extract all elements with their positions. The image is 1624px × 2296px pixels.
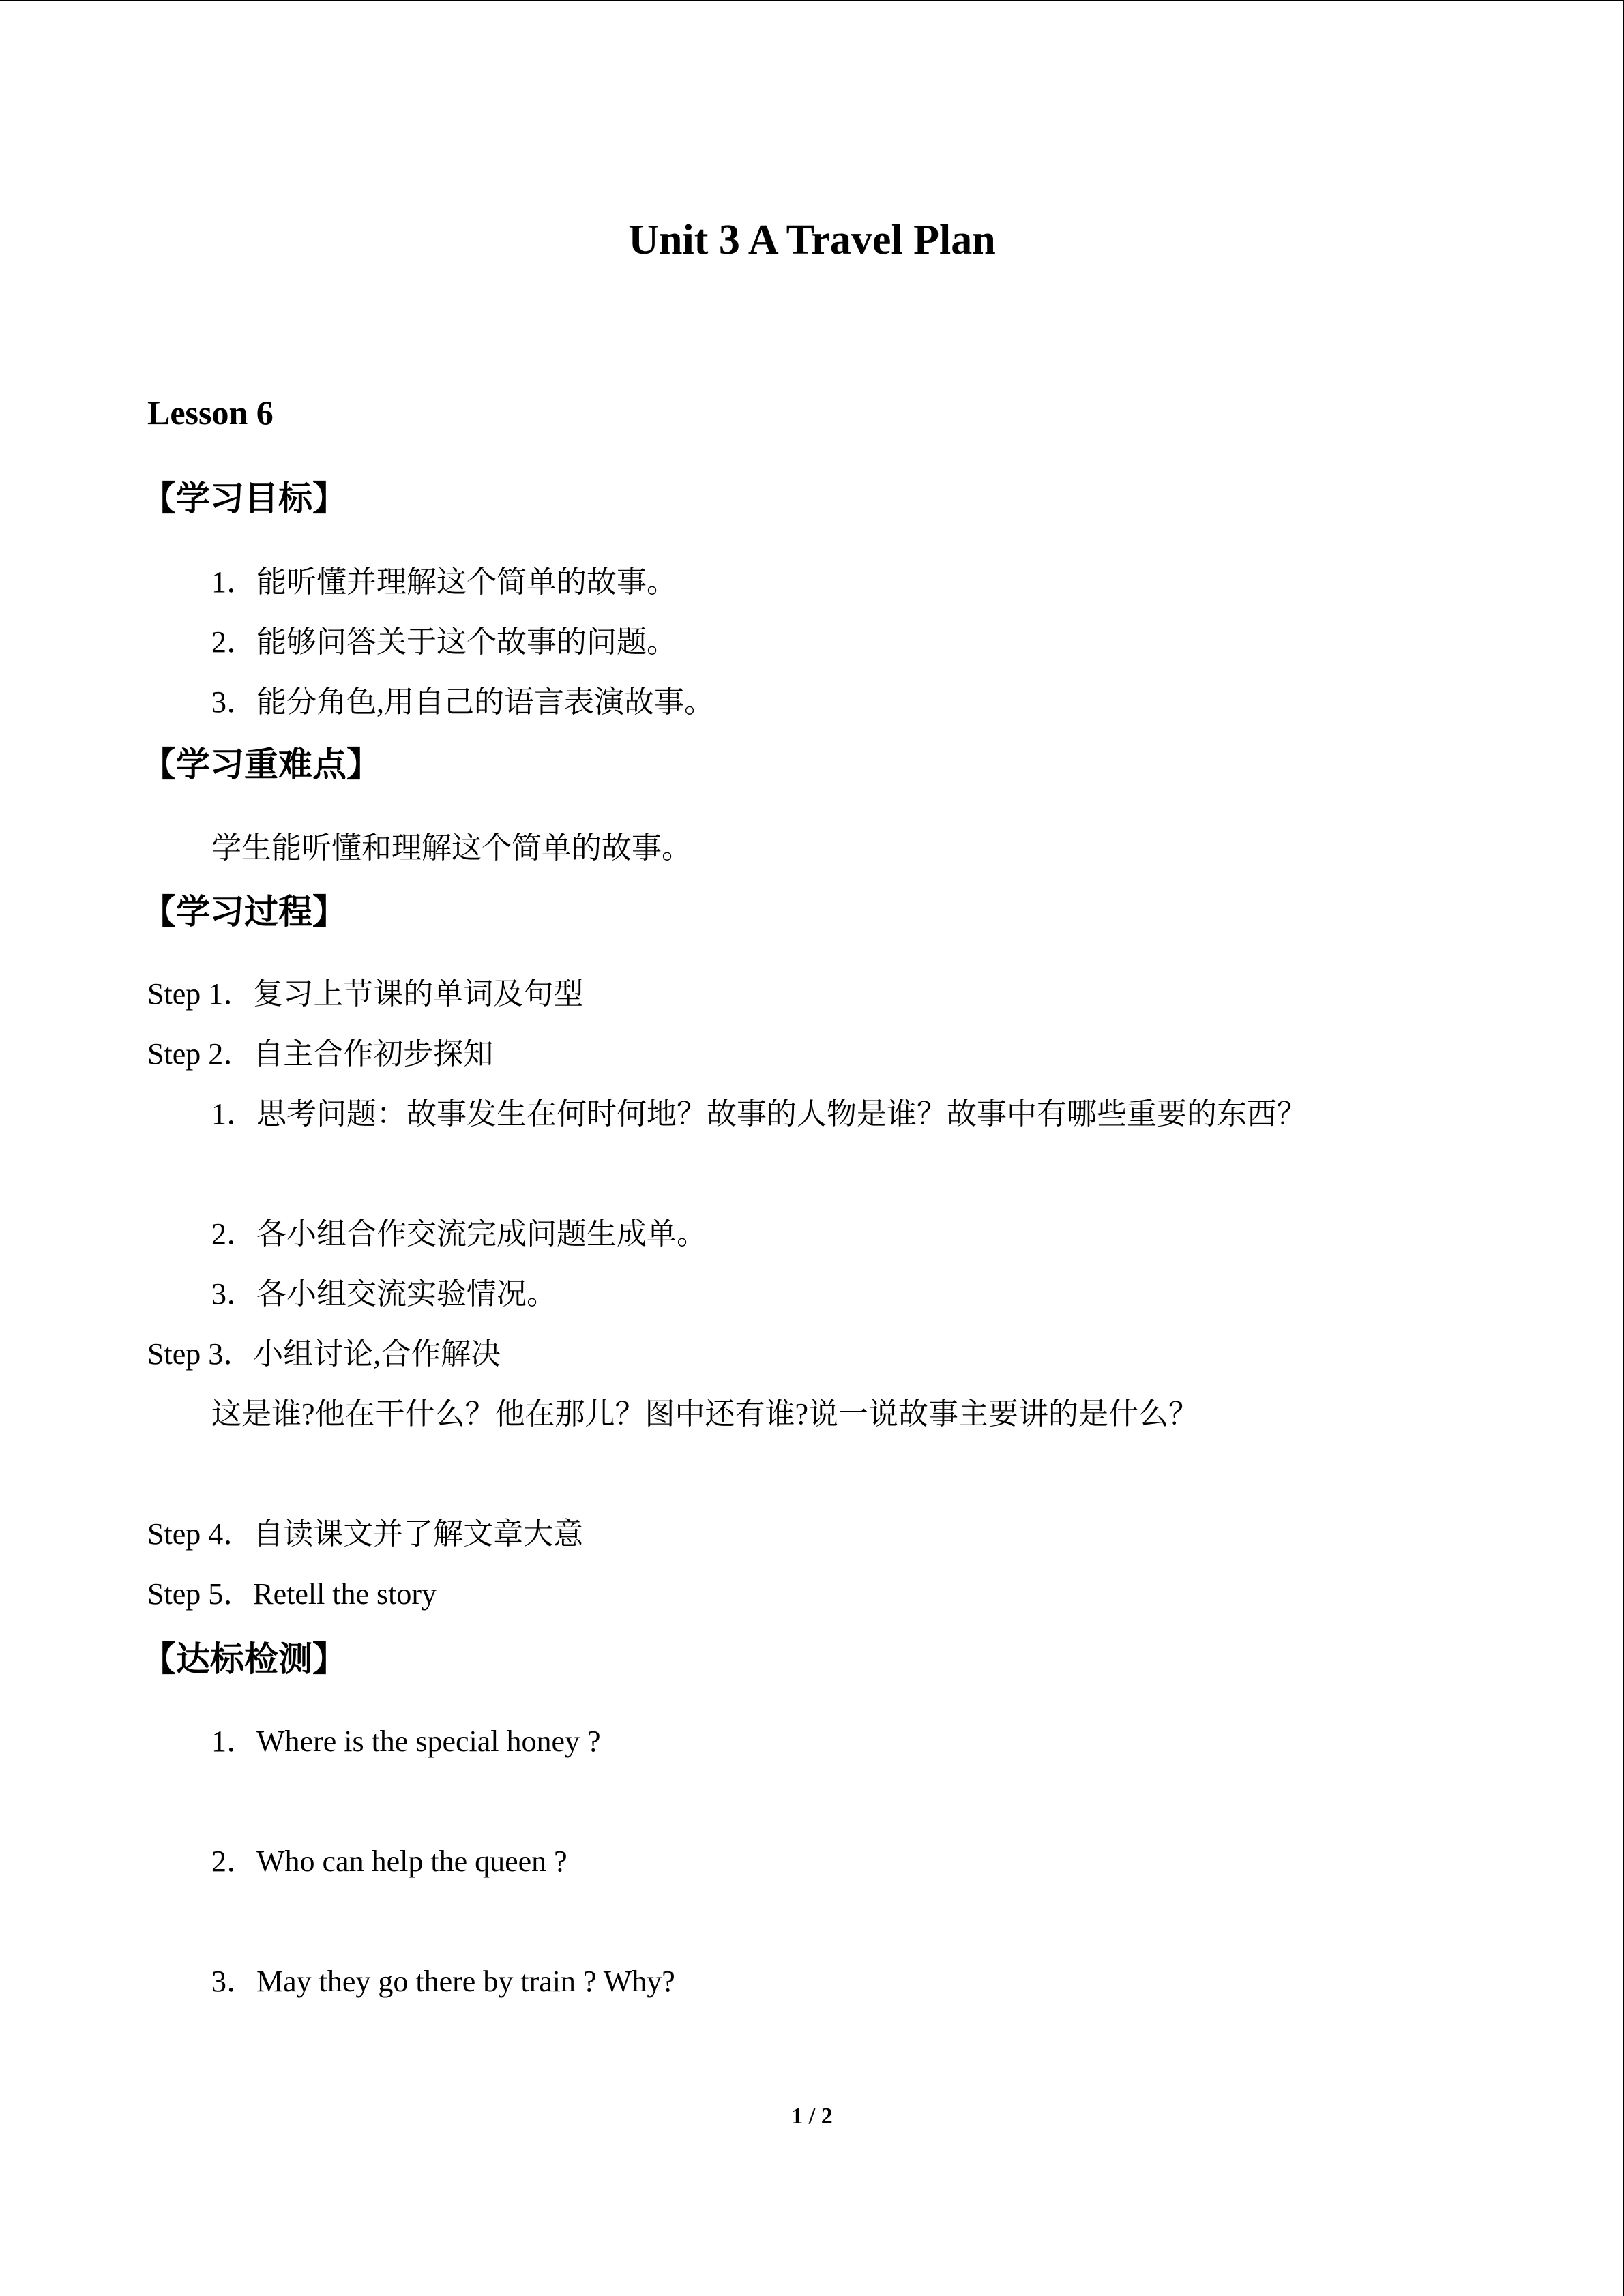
objectives-heading: 【学习目标】 [142, 479, 346, 518]
key-points-text: 学生能听懂和理解这个简单的故事。 [211, 831, 692, 865]
objective-item-1: 1．能听懂并理解这个简单的故事。 [211, 565, 677, 599]
step-1: Step 1．复习上节课的单词及句型 [147, 977, 584, 1011]
step-5: Step 5．Retell the story [147, 1577, 437, 1611]
step-3: Step 3．小组讨论,合作解决 [147, 1337, 501, 1371]
step-4: Step 4．自读课文并了解文章大意 [147, 1517, 584, 1551]
step-2-item-2: 2．各小组合作交流完成问题生成单。 [211, 1217, 707, 1251]
assessment-heading: 【达标检测】 [142, 1639, 346, 1679]
objective-item-3: 3．能分角色,用自己的语言表演故事。 [211, 685, 714, 719]
step-2-item-1: 1．思考问题：故事发生在何时何地？故事的人物是谁？故事中有哪些重要的东西？ [211, 1097, 1307, 1131]
page-number: 1 / 2 [791, 2104, 833, 2129]
step-3-text: 这是谁?他在干什么？他在那儿？图中还有谁?说一说故事主要讲的是什么？ [211, 1397, 1199, 1431]
step-2-item-3: 3．各小组交流实验情况。 [211, 1277, 557, 1311]
objective-item-2: 2．能够问答关于这个故事的问题。 [211, 625, 677, 659]
lesson-heading: Lesson 6 [147, 393, 274, 432]
assessment-question-1: 1．Where is the special honey ? [211, 1725, 601, 1758]
assessment-question-3: 3．May they go there by train ? Why? [211, 1965, 675, 1998]
document-title: Unit 3 A Travel Plan [628, 217, 996, 263]
assessment-question-2: 2．Who can help the queen ? [211, 1845, 567, 1878]
process-heading: 【学习过程】 [142, 892, 346, 931]
key-points-heading: 【学习重难点】 [142, 745, 381, 784]
step-2: Step 2．自主合作初步探知 [147, 1037, 494, 1071]
